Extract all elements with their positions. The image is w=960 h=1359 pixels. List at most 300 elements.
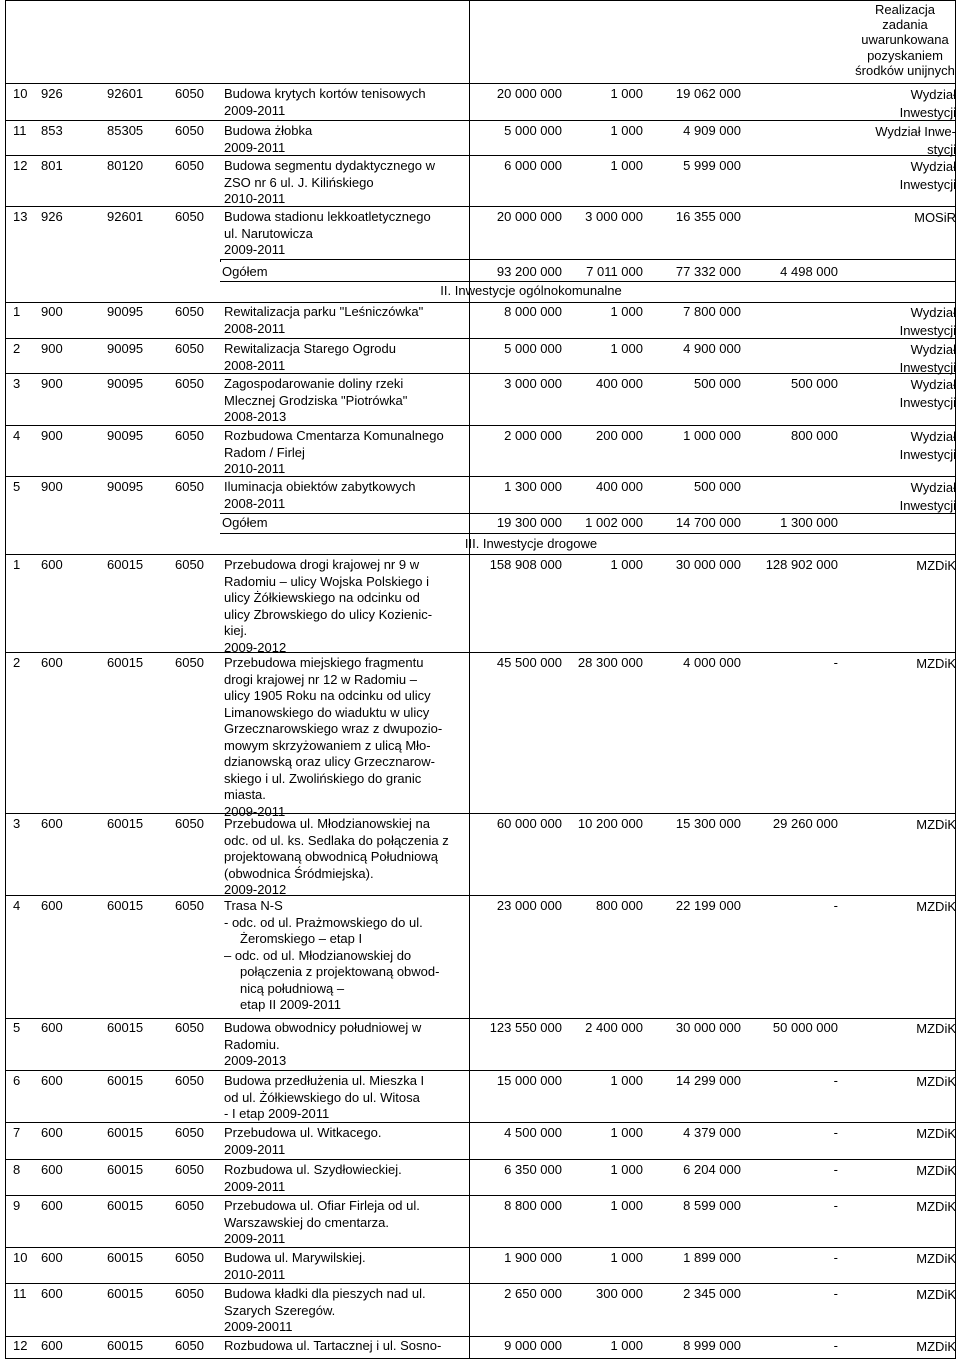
row-divider (220, 259, 955, 260)
paragraph-code: 6050 (175, 123, 204, 138)
total-value: 20 000 000 (496, 209, 562, 224)
chapter-code: 90095 (107, 428, 144, 443)
expenditure-2010: 4 379 000 (683, 1125, 741, 1140)
unit-column-header: Realizacja zadania uwarunkowana pozyskaniem środków unijnych (855, 2, 955, 78)
expenditure-2011: 128 902 000 (765, 557, 838, 572)
unit-line: MZDiK (916, 1021, 956, 1036)
description-line: Budowa ul. Marywilskiej. (224, 1250, 366, 1265)
paragraph-code: 6050 (175, 557, 204, 572)
expenditure-2011: - (833, 1073, 838, 1088)
responsible-unit (842, 557, 956, 575)
expenditure-2011: - (833, 1338, 838, 1353)
chapter-code: 85305 (107, 123, 144, 138)
unit-line: Wydział Inwe- (875, 124, 956, 139)
expenditure-2009: 200 000 (596, 428, 643, 443)
description-line: Mlecznej Grodziska "Piotrówka" (224, 392, 408, 408)
expenditure-2010: 500 000 (694, 479, 741, 494)
expenditure-2011: - (833, 898, 838, 913)
description-line: 2009-20011 (224, 1319, 293, 1334)
description-line: Przebudowa ul. Ofiar Firleja od ul. (224, 1198, 420, 1213)
total-value: 5 000 000 (504, 123, 562, 138)
responsible-unit (842, 1286, 956, 1304)
section-heading: II. Inwestycje ogólnokomunalne (440, 283, 622, 298)
responsible-unit (842, 304, 956, 339)
chapter-code: 60015 (107, 1198, 144, 1213)
paragraph-code: 6050 (175, 1125, 204, 1140)
total-2009: 7 011 000 (586, 264, 643, 279)
unit-line: MZDiK (916, 1126, 956, 1141)
row-number: 7 (13, 1125, 21, 1140)
expenditure-2009: 1 000 (610, 1125, 643, 1140)
chapter-code: 60015 (107, 898, 144, 913)
expenditure-2010: 5 999 000 (683, 158, 741, 173)
paragraph-code: 6050 (175, 816, 204, 831)
expenditure-2009: 1 000 (610, 158, 643, 173)
responsible-unit (842, 816, 956, 834)
expenditure-2010: 8 999 000 (683, 1338, 741, 1353)
description-line: Budowa obwodnicy południowej w (224, 1020, 422, 1035)
row-divider (5, 895, 955, 896)
responsible-unit (842, 1338, 956, 1356)
description-line: ulicy Żółkiewskiego na odcinku od (224, 590, 420, 605)
row-number: 3 (13, 816, 21, 831)
responsible-unit (842, 898, 956, 916)
task-description (224, 158, 462, 208)
expenditure-2009: 1 000 (610, 86, 643, 101)
expenditure-2009: 2 400 000 (585, 1020, 643, 1035)
task-description (224, 376, 462, 426)
task-description (224, 557, 462, 656)
description-line: - odc. od ul. Prażmowskiego do ul. (224, 914, 423, 930)
description-line: Budowa stadionu lekkoatletycznego (224, 209, 431, 224)
row-divider (5, 0, 955, 1)
responsible-unit (842, 1250, 956, 1268)
description-line: Przebudowa ul. Młodzianowskiej na (224, 816, 430, 831)
total-value: 5 000 000 (504, 341, 562, 356)
expenditure-2009: 1 000 (610, 1338, 643, 1353)
total-value: 4 500 000 (504, 1125, 562, 1140)
expenditure-2011: 500 000 (791, 376, 838, 391)
expenditure-2009: 300 000 (596, 1286, 643, 1301)
description-line: Radomiu – ulicy Wojska Polskiego i (224, 573, 429, 589)
division-code: 600 (41, 655, 63, 670)
task-description (224, 898, 462, 1014)
description-line: ulicy 1905 Roku na odcinku od ulicy (224, 688, 431, 703)
expenditure-2011: - (833, 1198, 838, 1213)
description-line: 2009-2011 (224, 803, 286, 819)
row-number: 11 (13, 123, 27, 138)
division-code: 926 (41, 209, 63, 224)
chapter-code: 60015 (107, 557, 144, 572)
unit-line: MZDiK (916, 1287, 956, 1302)
description-line: 2008-2011 (224, 357, 286, 373)
division-code: 900 (41, 376, 63, 391)
unit-line: MZDiK (916, 899, 956, 914)
unit-line: Inwestycji (899, 446, 956, 462)
expenditure-2010: 30 000 000 (675, 557, 741, 572)
description-line: drogi krajowej nr 12 w Radomiu – (224, 671, 417, 687)
description-line: 2009-2011 (224, 1231, 286, 1246)
expenditure-2010: 30 000 000 (675, 1020, 741, 1035)
total-value: 8 800 000 (504, 1198, 562, 1213)
responsible-unit (842, 1162, 956, 1180)
total-value: 45 500 000 (496, 655, 562, 670)
division-code: 600 (41, 1073, 63, 1088)
row-divider (5, 1195, 955, 1196)
total-value: 6 000 000 (504, 158, 562, 173)
row-number: 10 (13, 1250, 28, 1265)
row-divider (5, 425, 955, 426)
task-description (224, 655, 462, 820)
unit-line: MOSiR (914, 210, 956, 225)
row-divider (5, 338, 955, 339)
chapter-code: 92601 (107, 209, 144, 224)
unit-line: MZDiK (916, 1251, 956, 1266)
paragraph-code: 6050 (175, 898, 204, 913)
expenditure-2009: 400 000 (596, 376, 643, 391)
paragraph-code: 6050 (175, 1198, 204, 1213)
unit-line: MZDiK (916, 1074, 956, 1089)
total-value: 19 300 000 (496, 515, 562, 530)
responsible-unit (842, 376, 956, 411)
chapter-code: 60015 (107, 1073, 144, 1088)
row-divider (5, 155, 955, 156)
row-number: 5 (13, 479, 21, 494)
row-number: 2 (13, 655, 21, 670)
unit-line: Wydział (910, 480, 956, 495)
description-line: ul. Narutowicza (224, 225, 313, 241)
paragraph-code: 6050 (175, 1250, 204, 1265)
expenditure-2009: 1 000 (610, 1073, 643, 1088)
description-line: Przebudowa drogi krajowej nr 9 w (224, 557, 420, 572)
division-code: 900 (41, 304, 63, 319)
description-line: Warszawskiej do cmentarza. (224, 1214, 389, 1230)
responsible-unit (842, 1073, 956, 1091)
row-divider (5, 1336, 955, 1337)
chapter-code: 60015 (107, 816, 144, 831)
description-line: 2010-2011 (224, 191, 286, 206)
description-line: Szarych Szeregów. (224, 1302, 336, 1318)
paragraph-code: 6050 (175, 1162, 204, 1177)
description-line: Budowa krytych kortów tenisowych (224, 86, 426, 101)
total-value: 123 550 000 (489, 1020, 562, 1035)
unit-line: Wydział (910, 87, 956, 102)
responsible-unit (842, 428, 956, 463)
row-number: 8 (13, 1162, 21, 1177)
description-line: Grzecznarowskiego wraz z dwupozio- (224, 721, 443, 736)
description-line: 2008-2013 (224, 409, 287, 424)
description-line: (obwodnica Śródmiejska). (224, 865, 374, 881)
description-line: 2009-2011 (224, 1141, 286, 1157)
description-line: 2009-2011 (224, 102, 286, 118)
division-code: 600 (41, 1125, 63, 1140)
total-2010: 14 700 000 (675, 515, 741, 530)
row-divider (5, 1159, 955, 1160)
row-number: 11 (13, 1286, 27, 1301)
description-line: Żeromskiego – etap I (240, 931, 363, 946)
chapter-code: 60015 (107, 655, 144, 670)
expenditure-2010: 6 204 000 (683, 1162, 741, 1177)
total-2010: 77 332 000 (675, 264, 741, 279)
task-description (224, 1020, 462, 1070)
unit-line: Wydział (910, 429, 956, 444)
description-line: mowym skrzyżowaniem z ulicą Mło- (224, 737, 431, 753)
description-line: projektowaną obwodnicą Południową (224, 849, 438, 864)
division-code: 600 (41, 557, 63, 572)
total-2011: 1 300 000 (780, 515, 838, 530)
responsible-unit (842, 158, 956, 193)
chapter-code: 90095 (107, 341, 144, 356)
responsible-unit (842, 86, 956, 121)
row-number: 13 (13, 209, 28, 224)
column-divider (5, 0, 6, 1359)
expenditure-2009: 10 200 000 (577, 816, 643, 831)
expenditure-2011: - (833, 1125, 838, 1140)
division-code: 926 (41, 86, 63, 101)
total-2011: 4 498 000 (780, 264, 838, 279)
unit-line: Wydział (910, 377, 956, 392)
task-description (224, 123, 462, 156)
total-value: 1 900 000 (504, 1250, 562, 1265)
description-line: 2008-2011 (224, 320, 286, 336)
task-description (224, 1286, 462, 1336)
expenditure-2011: - (833, 1250, 838, 1265)
row-number: 4 (13, 428, 21, 443)
paragraph-code: 6050 (175, 479, 204, 494)
expenditure-2011: - (833, 1286, 838, 1301)
expenditure-2011: 800 000 (791, 428, 838, 443)
row-number: 1 (13, 304, 21, 319)
division-code: 900 (41, 341, 63, 356)
total-value: 15 000 000 (496, 1073, 562, 1088)
task-description (224, 1250, 462, 1283)
row-divider (5, 1018, 955, 1019)
description-line: 2010-2011 (224, 1266, 286, 1282)
division-code: 600 (41, 1338, 63, 1353)
description-line: kiej. (224, 623, 248, 638)
expenditure-2009: 1 000 (610, 1250, 643, 1265)
paragraph-code: 6050 (175, 209, 204, 224)
responsible-unit (842, 209, 956, 227)
expenditure-2009: 1 000 (610, 1198, 643, 1213)
description-line: ulicy Zbrowskiego do ulicy Kozienic- (224, 606, 433, 622)
description-line: Rewitalizacja Starego Ogrodu (224, 341, 396, 356)
responsible-unit (842, 341, 956, 376)
row-divider (5, 476, 955, 477)
row-divider (5, 83, 955, 84)
description-line: 2010-2011 (224, 461, 286, 476)
unit-line: stycji (927, 141, 956, 157)
description-line: 2009-2011 (224, 1178, 286, 1194)
description-line: etap II 2009-2011 (240, 997, 341, 1012)
paragraph-code: 6050 (175, 86, 204, 101)
total-2009: 1 002 000 (585, 515, 643, 530)
unit-line: Inwestycji (899, 359, 956, 375)
expenditure-2010: 22 199 000 (675, 898, 741, 913)
expenditure-2009: 1 000 (610, 123, 643, 138)
description-line: ZSO nr 6 ul. J. Kilińskiego (224, 174, 374, 190)
division-code: 600 (41, 816, 63, 831)
row-divider (220, 281, 955, 282)
row-number: 5 (13, 1020, 21, 1035)
row-number: 4 (13, 898, 21, 913)
row-divider (5, 302, 955, 303)
description-line: miasta. (224, 787, 266, 802)
row-divider (220, 533, 955, 534)
row-divider (5, 373, 955, 374)
unit-line: Wydział (910, 159, 956, 174)
total-value: 60 000 000 (496, 816, 562, 831)
chapter-code: 60015 (107, 1250, 144, 1265)
description-line: Zagospodarowanie doliny rzeki (224, 376, 404, 391)
expenditure-2011: - (833, 1162, 838, 1177)
description-line: nicą południową – (240, 980, 345, 996)
expenditure-2009: 800 000 (596, 898, 643, 913)
row-divider (5, 1247, 955, 1248)
total-value: 9 000 000 (504, 1338, 562, 1353)
paragraph-code: 6050 (175, 655, 204, 670)
row-divider (5, 554, 955, 555)
task-description (224, 1073, 462, 1123)
task-description (224, 1162, 462, 1195)
total-value: 20 000 000 (496, 86, 562, 101)
task-description (224, 816, 462, 899)
paragraph-code: 6050 (175, 1020, 204, 1035)
description-line: Budowa segmentu dydaktycznego w (224, 158, 436, 173)
total-value: 8 000 000 (504, 304, 562, 319)
row-number: 1 (13, 557, 21, 572)
paragraph-code: 6050 (175, 1286, 204, 1301)
description-line: Budowa przedłużenia ul. Mieszka I (224, 1073, 425, 1088)
division-code: 900 (41, 428, 63, 443)
task-description (224, 1125, 462, 1158)
unit-line: MZDiK (916, 1339, 956, 1354)
column-divider (220, 260, 221, 262)
row-number: 9 (13, 1198, 21, 1213)
expenditure-2010: 500 000 (694, 376, 741, 391)
total-value: 93 200 000 (496, 264, 562, 279)
chapter-code: 90095 (107, 479, 144, 494)
unit-line: MZDiK (916, 558, 956, 573)
expenditure-2010: 1 899 000 (683, 1250, 741, 1265)
row-number: 3 (13, 376, 21, 391)
description-line: 2009-2011 (224, 139, 286, 155)
paragraph-code: 6050 (175, 341, 204, 356)
expenditure-2009: 3 000 000 (585, 209, 643, 224)
task-description (224, 479, 462, 512)
division-code: 853 (41, 123, 63, 138)
expenditure-2010: 14 299 000 (675, 1073, 741, 1088)
unit-line: Inwestycji (899, 322, 956, 338)
expenditure-2010: 15 300 000 (675, 816, 741, 831)
description-line: 2009-2011 (224, 242, 286, 257)
description-line: – odc. od ul. Młodzianowskiej do (224, 947, 412, 963)
expenditure-2010: 2 345 000 (683, 1286, 741, 1301)
description-line: dzianowską oraz ulicy Grzecznarow- (224, 754, 435, 769)
division-code: 600 (41, 898, 63, 913)
row-divider (5, 813, 955, 814)
row-number: 12 (13, 158, 28, 173)
task-description (224, 1198, 462, 1248)
total-value: 2 000 000 (504, 428, 562, 443)
total-value: 23 000 000 (496, 898, 562, 913)
task-description (224, 86, 462, 119)
unit-line: MZDiK (916, 656, 956, 671)
row-divider (5, 652, 955, 653)
description-line: 2009-2012 (224, 639, 287, 655)
description-line: 2009-2013 (224, 1053, 287, 1068)
description-line: 2009-2012 (224, 882, 287, 897)
paragraph-code: 6050 (175, 158, 204, 173)
division-code: 600 (41, 1286, 63, 1301)
task-description (224, 304, 462, 337)
total-label: Ogółem (222, 264, 268, 279)
total-value: 6 350 000 (504, 1162, 562, 1177)
division-code: 600 (41, 1162, 63, 1177)
total-value: 2 650 000 (504, 1286, 562, 1301)
section-heading: III. Inwestycje drogowe (464, 536, 598, 551)
expenditure-2010: 7 800 000 (683, 304, 741, 319)
total-value: 3 000 000 (504, 376, 562, 391)
paragraph-code: 6050 (175, 428, 204, 443)
row-divider (5, 1122, 955, 1123)
row-divider (5, 1070, 955, 1071)
paragraph-code: 6050 (175, 376, 204, 391)
description-line: Limanowskiego do wiaduktu w ulicy (224, 704, 430, 720)
expenditure-2010: 16 355 000 (675, 209, 741, 224)
expenditure-2010: 4 900 000 (683, 341, 741, 356)
expenditure-2010: 1 000 000 (683, 428, 741, 443)
division-code: 900 (41, 479, 63, 494)
unit-line: MZDiK (916, 817, 956, 832)
division-code: 801 (41, 158, 63, 173)
unit-line: Wydział (910, 305, 956, 320)
description-line: Radomiu. (224, 1036, 280, 1052)
row-divider (5, 120, 955, 121)
expenditure-2010: 8 599 000 (683, 1198, 741, 1213)
unit-line: Wydział (910, 342, 956, 357)
chapter-code: 92601 (107, 86, 144, 101)
description-line: skiego i ul. Zwolińskiego do granic (224, 770, 422, 786)
description-line: Budowa kładki dla pieszych nad ul. (224, 1286, 426, 1301)
task-description (224, 209, 462, 259)
task-description (224, 428, 462, 478)
description-line: Rozbudowa Cmentarza Komunalnego (224, 428, 444, 443)
chapter-code: 80120 (107, 158, 144, 173)
task-description (224, 1338, 462, 1355)
description-line: Trasa N-S (224, 898, 283, 913)
division-code: 600 (41, 1198, 63, 1213)
column-divider (469, 0, 470, 1359)
description-line: Rewitalizacja parku "Leśniczówka" (224, 304, 424, 319)
chapter-code: 60015 (107, 1338, 144, 1353)
row-number: 2 (13, 341, 21, 356)
unit-line: Inwestycji (899, 497, 956, 513)
description-line: 2008-2011 (224, 495, 286, 511)
total-value: 158 908 000 (489, 557, 562, 572)
unit-line: Inwestycji (899, 104, 956, 120)
row-number: 12 (13, 1338, 28, 1353)
responsible-unit (842, 123, 956, 158)
chapter-code: 60015 (107, 1162, 144, 1177)
task-description (224, 341, 462, 374)
expenditure-2009: 28 300 000 (577, 655, 643, 670)
description-line: Rozbudowa ul. Tartacznej i ul. Sosno- (224, 1338, 442, 1353)
unit-line: Inwestycji (899, 394, 956, 410)
responsible-unit (842, 1020, 956, 1038)
paragraph-code: 6050 (175, 304, 204, 319)
description-line: Rozbudowa ul. Szydłowieckiej. (224, 1162, 402, 1177)
